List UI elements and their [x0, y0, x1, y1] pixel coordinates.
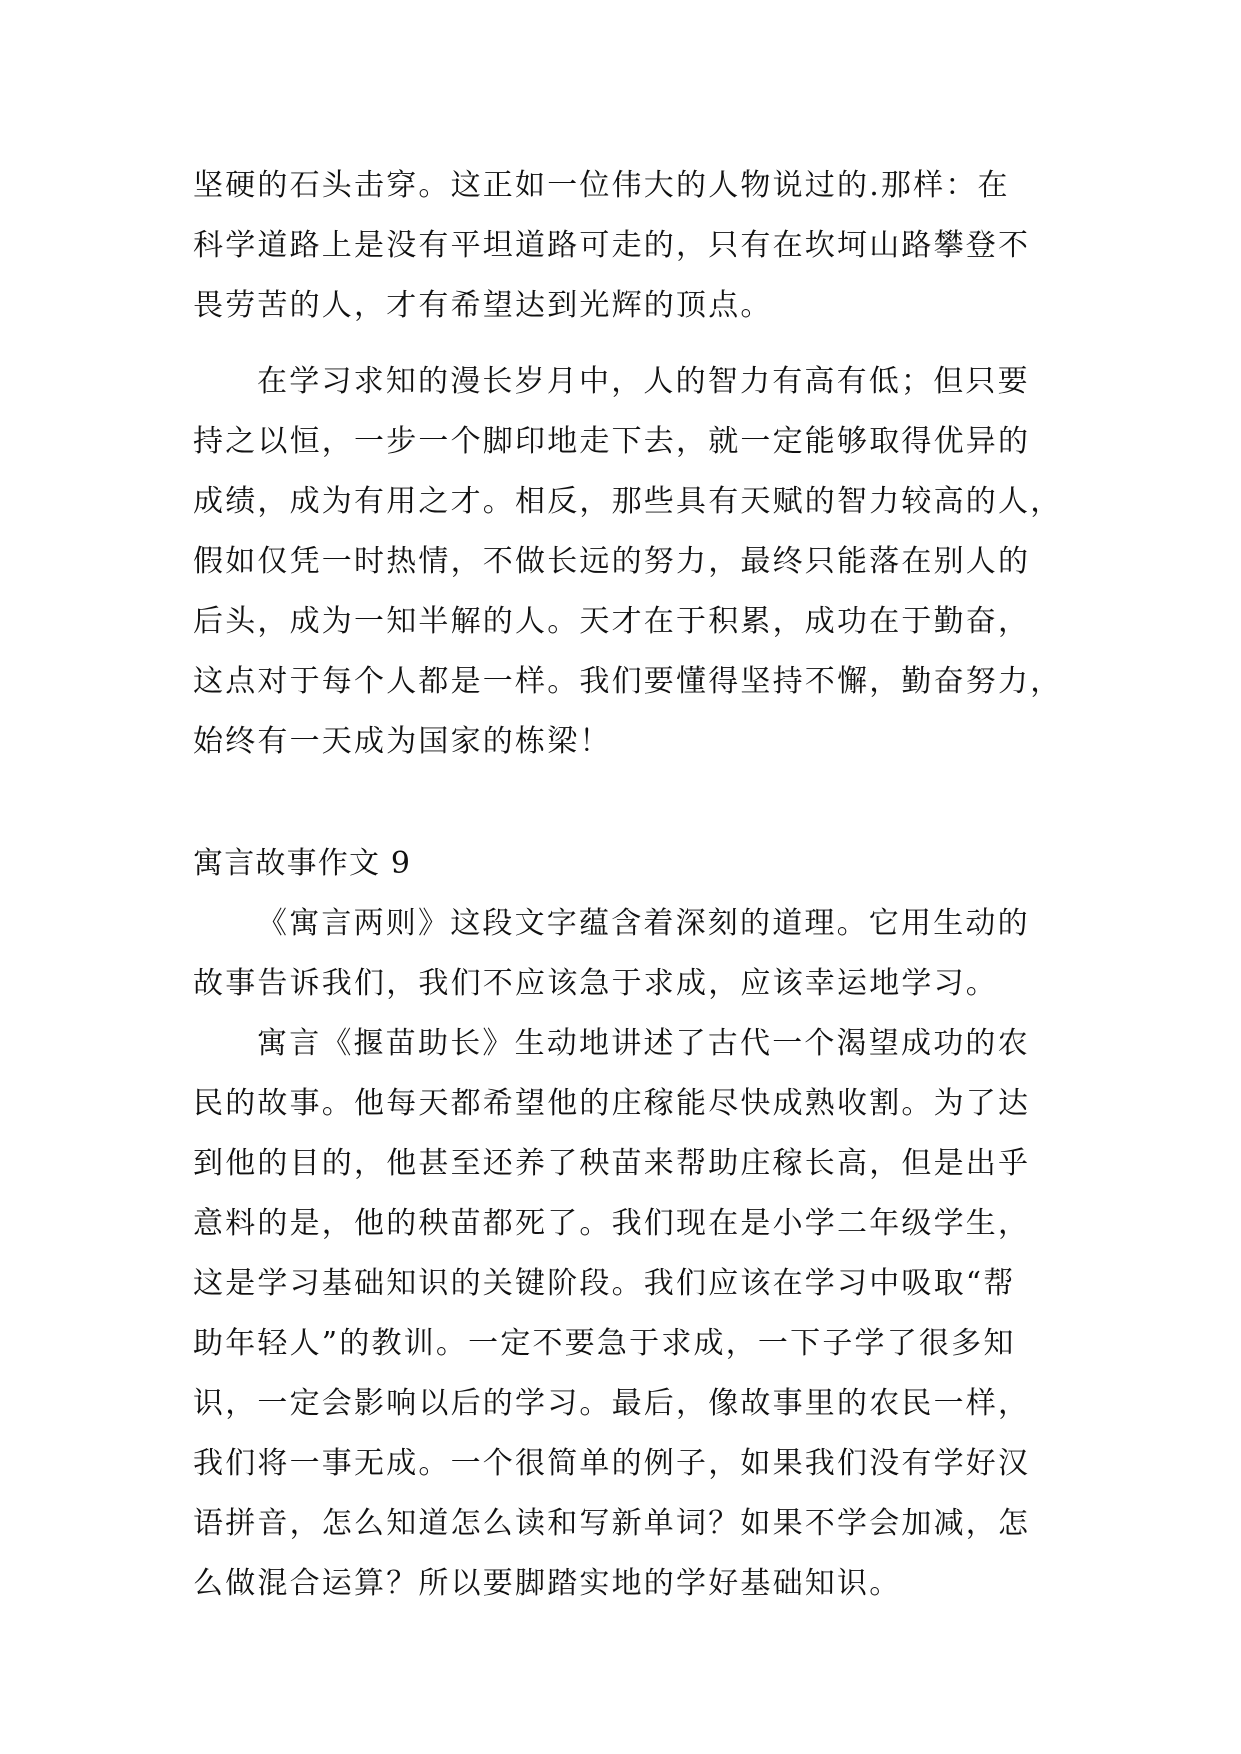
text-line: 畏劳苦的人，才有希望达到光辉的顶点。 — [193, 288, 773, 323]
paragraph-spacer — [193, 336, 1053, 352]
text-line: 到他的目的，他甚至还养了秧苗来帮助庄稼长高，但是出乎 — [193, 1146, 1031, 1181]
paragraph — [193, 894, 1053, 1014]
text-line: 语拼音，怎么知道怎么读和写新单词？如果不学会加减，怎 — [193, 1506, 1031, 1541]
text-line: 假如仅凭一时热情，不做长远的努力，最终只能落在别人的 — [193, 544, 1031, 579]
text-line: 故事告诉我们，我们不应该急于求成，应该幸运地学习。 — [193, 966, 998, 1001]
text-line: 识，一定会影响以后的学习。最后，像故事里的农民一样， — [193, 1386, 1031, 1421]
text-line: 意料的是，他的秧苗都死了。我们现在是小学二年级学生， — [193, 1206, 1031, 1241]
text-line: 后头，成为一知半解的人。天才在于积累，成功在于勤奋， — [193, 604, 1031, 639]
document-body — [193, 156, 1063, 1614]
text-line: 民的故事。他每天都希望他的庄稼能尽快成熟收割。为了达 — [193, 1086, 1031, 1121]
text-line: 在学习求知的漫长岁月中，人的智力有高有低；但只要 — [257, 364, 1030, 399]
text-line: 成绩，成为有用之才。相反，那些具有天赋的智力较高的人， — [193, 484, 1063, 519]
text-line: 科学道路上是没有平坦道路可走的，只有在坎坷山路攀登不 — [193, 228, 1031, 263]
paragraph — [193, 1014, 1053, 1614]
text-line: 我们将一事无成。一个很简单的例子，如果我们没有学好汉 — [193, 1446, 1031, 1481]
text-line: 持之以恒，一步一个脚印地走下去，就一定能够取得优异的 — [193, 424, 1031, 459]
text-line: 这点对于每个人都是一样。我们要懂得坚持不懈，勤奋努力， — [193, 664, 1063, 699]
paragraph-continuation — [193, 156, 1053, 336]
paragraph — [193, 352, 1063, 772]
section-spacer — [193, 772, 1053, 834]
text-line: 这是学习基础知识的关键阶段。我们应该在学习中吸取“帮 — [193, 1266, 1016, 1301]
text-line: 《寓言两则》这段文字蕴含着深刻的道理。它用生动的 — [257, 906, 1030, 941]
section-title: 寓言故事作文 9 — [193, 846, 412, 881]
text-line: 始终有一天成为国家的栋梁！ — [193, 724, 612, 759]
text-line: 助年轻人”的教训。一定不要急于求成，一下子学了很多知 — [193, 1326, 1016, 1361]
text-line: 寓言《揠苗助长》生动地讲述了古代一个渴望成功的农 — [257, 1026, 1030, 1061]
text-line: 坚硬的石头击穿。这正如一位伟大的人物说过的.那样：在 — [193, 168, 1010, 203]
text-line: 么做混合运算？所以要脚踏实地的学好基础知识。 — [193, 1566, 902, 1601]
